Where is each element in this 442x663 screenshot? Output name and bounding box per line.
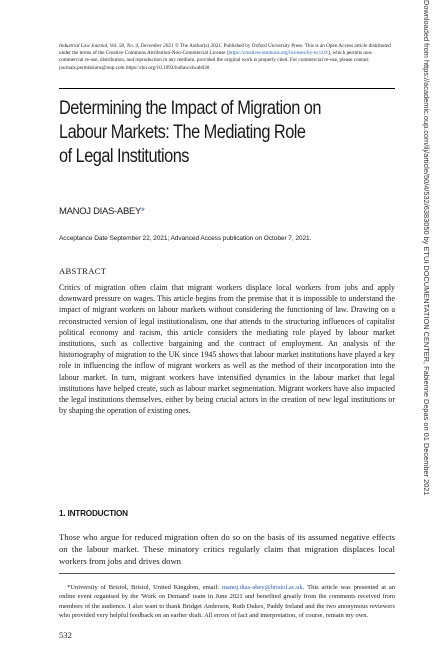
publication-info: [59, 43, 395, 72]
copyright-notice: © The Author(s) 2021. Published by Oxford University Press.: [174, 43, 304, 49]
title-line: of Legal Institutions: [59, 146, 189, 167]
abstract-heading: ABSTRACT: [59, 266, 107, 276]
page-number: 532: [59, 630, 72, 640]
author-line: [59, 206, 144, 217]
author-name: MANOJ DIAS-ABEY: [59, 206, 142, 217]
license-text-end: ), which permits non-commercial re-use, distribution, and reproduction in any medium, provided the original work is properly cited. For commercial re-use, please contact journals.permissions@oup.com: [59, 50, 373, 71]
section-heading: 1. INTRODUCTION: [59, 509, 128, 518]
license-text-start: This is an Open Access article distributed under the terms of the Creative Commons Attribution-Non-Commercial License (: [59, 43, 391, 57]
footnote-text-end: . This article was presented at an online event organised by the 'Work on Demand' team in June 2021 and benefited greatly from the comments received from members of the audience. I also want to thank Bridget Anderson, Ruth Dukes, Paddy Ireland and the two anonymous reviewers who provided very helpful feedback on an earlier draft. All errors of fact and interpretation, of course, remain my own.: [59, 584, 396, 619]
license-link[interactable]: https://creativecommons.org/licenses/by-nc/4.0/: [228, 50, 329, 57]
article-title: [59, 97, 389, 169]
footnote-divider: [59, 573, 395, 574]
author-footnote-mark[interactable]: *: [141, 206, 145, 217]
journal-citation: Industrial Law Journal, Vol. 50, No. 4, December 2021: [59, 43, 174, 49]
abstract-text: Critics of migration often claim that migrant workers displace local workers from jobs and apply downward pressure on wages. This article begins from the premise that it is impossible to understand the impact of migrant workers on labour markets without considering the functioning of law. Drawing on a reconstructed version of legal institutionalism, one that attends to the structuring influences of capitalist political economy and racism, this article considers the mediating role played by labour market institutions, such as collective bargaining and the contract of employment. An analysis of the historiography of migration to the UK since 1945 shows that labour market institutions have played a key role in influencing the inflow of migrant workers as well as the method of their incorporation into the labour market. In turn, migrant workers have intensified dynamics in the labour market that legal institutions have helped create, such as labour market segmentation. Migrant workers have also impacted the legal institutions themselves, either by being crucial actors in the creation of new legal institutions or by shaping the operation of existing ones.: [59, 283, 395, 416]
publication-dates: Acceptance Date September 22, 2021; Advanced Access publication on October 7, 2021.: [59, 235, 312, 242]
title-line: Labour Markets: The Mediating Role: [59, 122, 306, 143]
footnote-text-start: *University of Bristol, Bristol, United Kingdom, email:: [67, 584, 222, 591]
author-footnote: [59, 583, 395, 620]
author-email-link[interactable]: manoj.dias-abey@bristol.ac.uk: [221, 584, 303, 591]
header-divider: [59, 88, 395, 89]
download-watermark: Downloaded from https://academic.oup.com/ilj/article/50/4/532/6383050 by ETUI DOCUMENTATION CENTER, Fabienne Depas on 01 December 2021: [422, 0, 431, 496]
title-line: Determining the Impact of Migration on: [59, 98, 321, 119]
doi-link[interactable]: https://doi.org/10.1093/indlaw/dwab030: [125, 64, 210, 71]
introduction-text: Those who argue for reduced migration often do so on the basis of its assumed negative effects on the labour market. These minatory critics regularly claim that migration displaces local workers from jobs and drives down: [59, 532, 395, 567]
